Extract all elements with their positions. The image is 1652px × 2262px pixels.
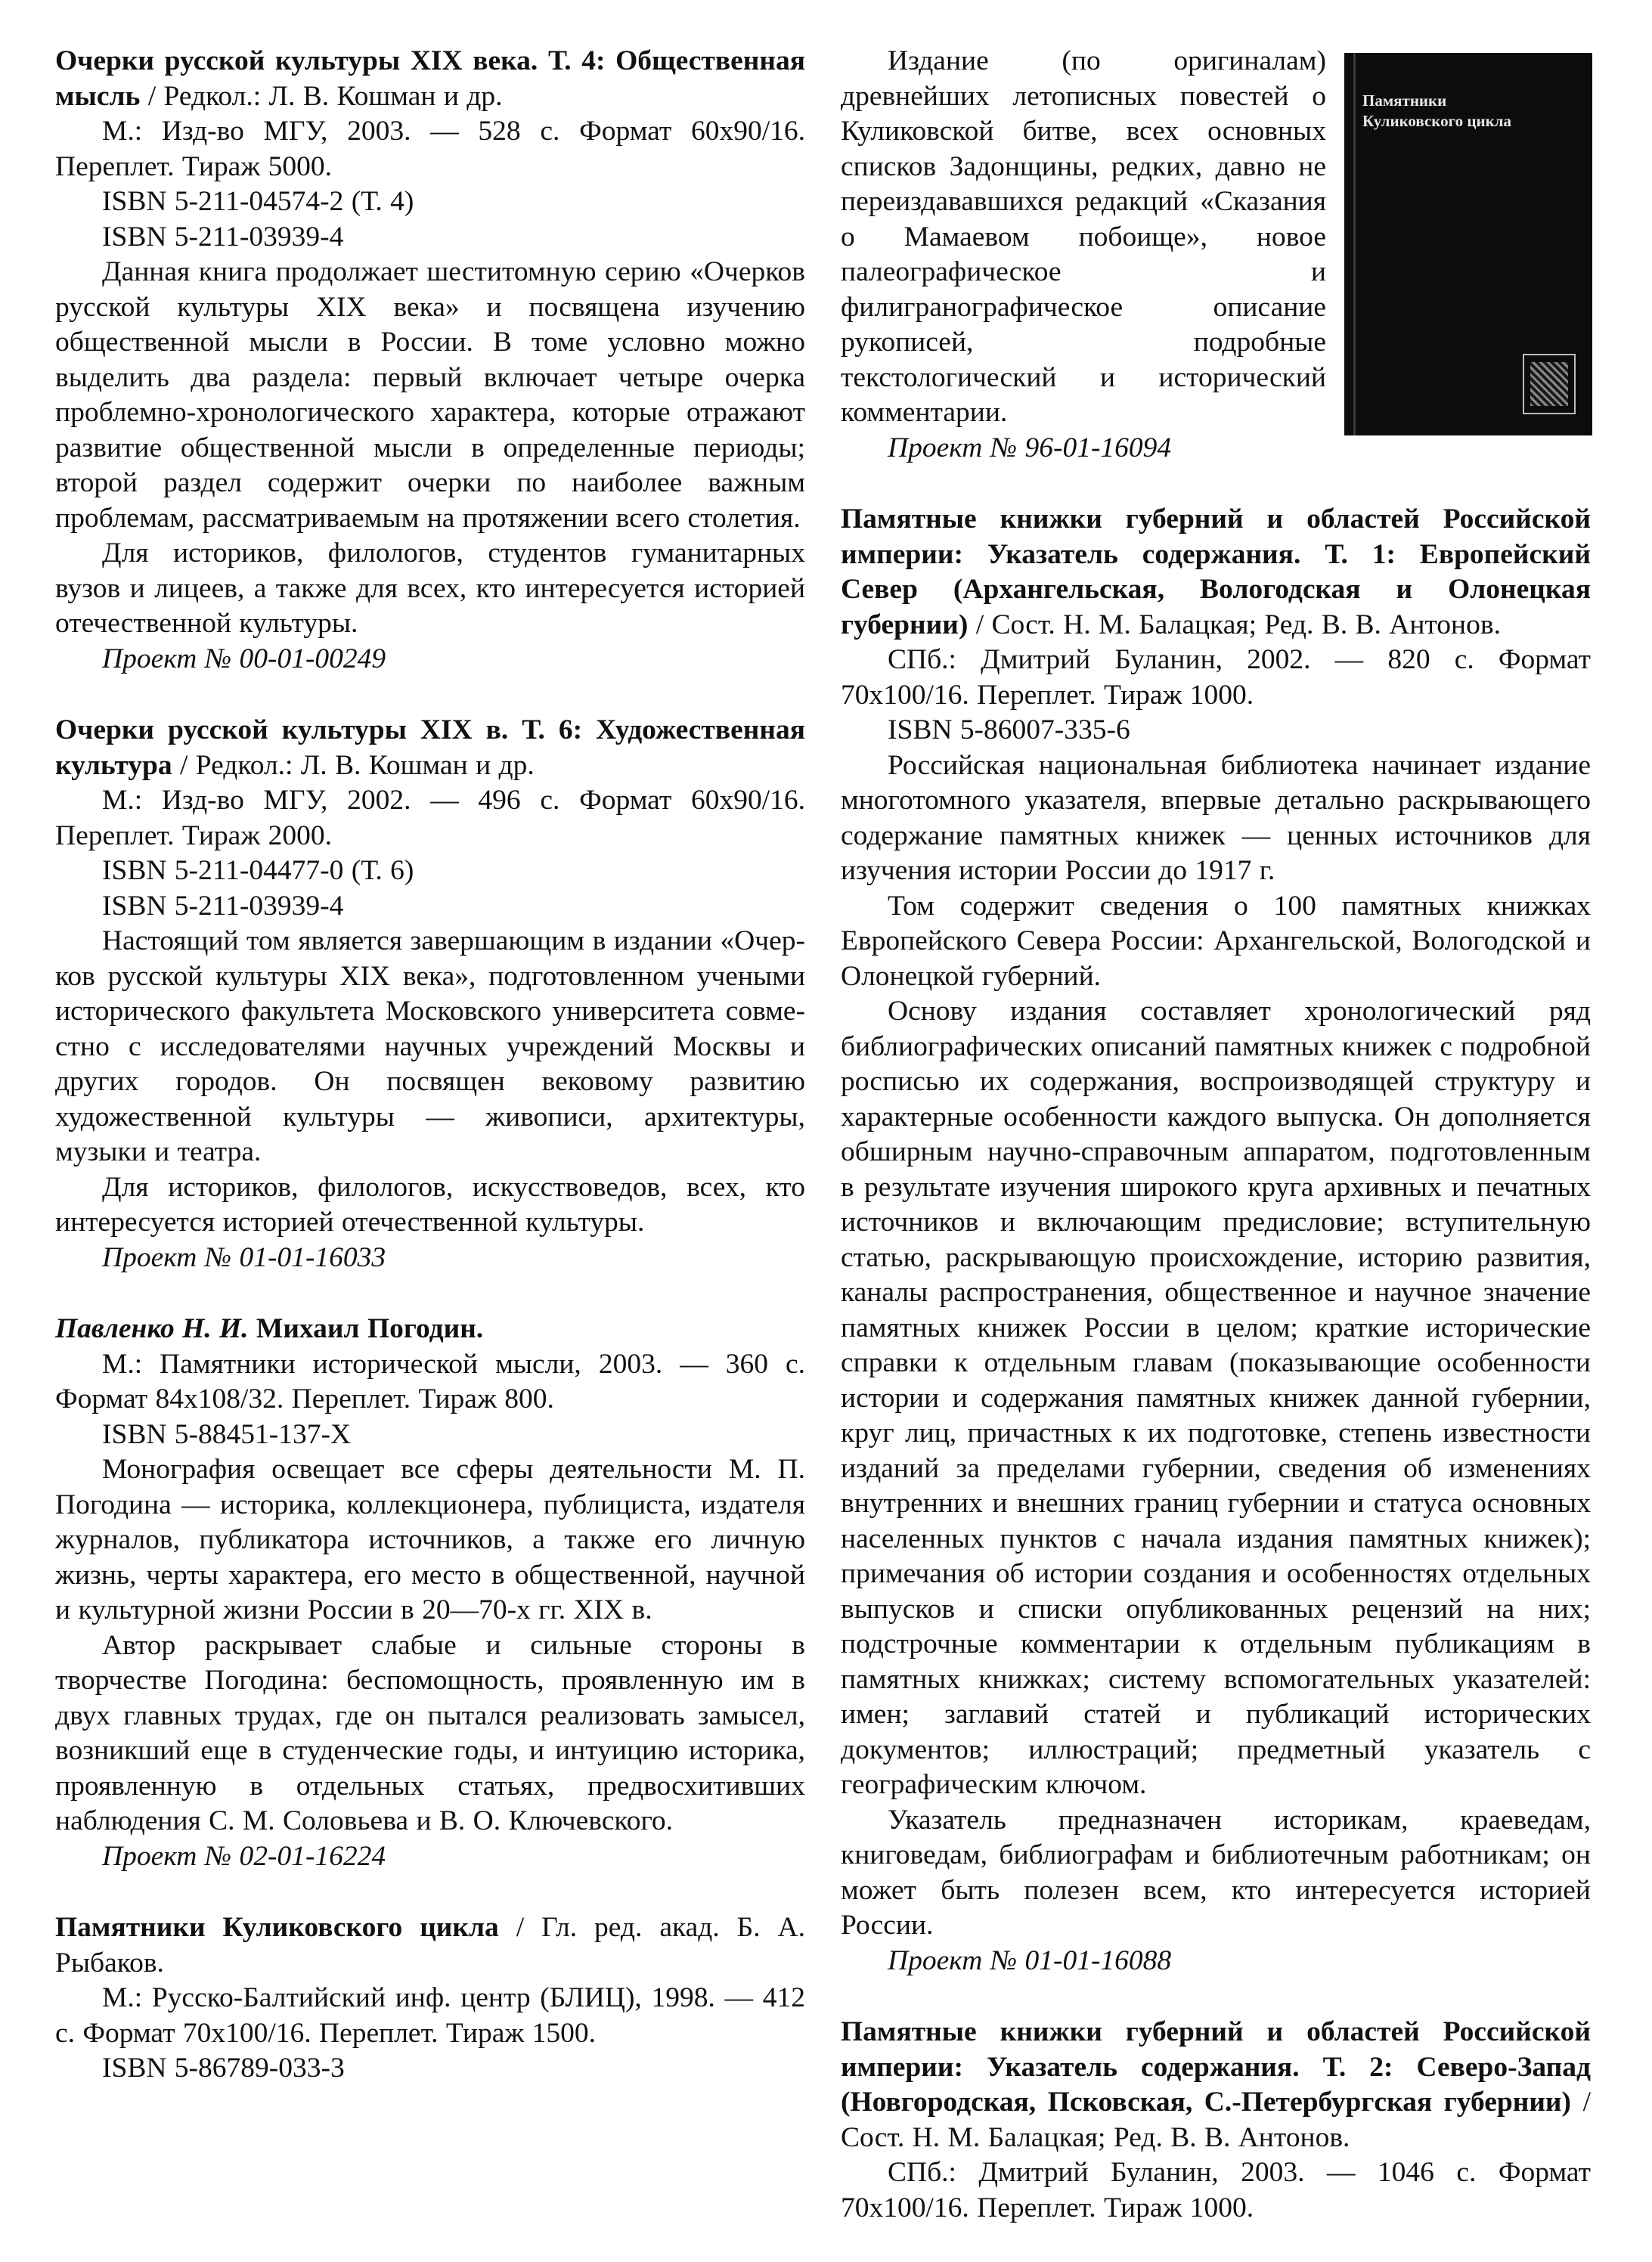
book-entry [55, 713, 805, 1275]
book-heading [841, 2015, 1591, 2155]
book-editors: / Сост. Н. М. Балацкая; Ред. В. В. Антонов. [968, 609, 1501, 640]
book-description: Основу издания составляет хронологический ряд библиографических описаний памятных книжек с подробной росписью их содержания, воспроизводящей структуру и характерные особенности каждого выпуска. Он дополняется обширным научно-справочным аппаратом, подготовленным в результате изучения широкого круга архивных и печатных источников и включающим предисловие; вступительную статью, раскрывающую происхождение, историю развития, каналы распространения, общественное и научное значение памятных книжек России в целом; краткие исторические справки к отдельным главам (показывающие особенности истории и содержания памятных книжек данной губернии, круг лиц, причастных к их подготовке, степень известности изданий за пределами губернии, сведения об изменениях внутренних и внешних границ губернии и статуса основных населенных пунктов с начала издания памятных книжек); примечания об истории создания и особенностях отдельных выпусков и списки опубликованных рецензий на них; подстрочные комментарии к отдельным публикациям в памятных книжках; систему вспомогательных указателей: имен; заглавий статей и публикаций исторических документов; иллюстраций; предметный указатель с географическим ключом. [841, 996, 1591, 1800]
book-title: Памятники Куликовского цикла [55, 1912, 499, 1943]
book-title: Очерки русской культуры XIX века. Т. 4: Общественная мысль [55, 45, 805, 112]
book-editors: / Сост. Н. М. Балацкая; Ред. В. В. Антонов. [841, 2087, 1591, 2153]
book-imprint: М.: Русско-Балтийский инф. центр (БЛИЦ), 1998. — 412 с. Формат 70x100/16. Переплет. Тираж 1500. [55, 1982, 805, 2049]
project-number: Проект № 02-01-16224 [102, 1840, 386, 1872]
book-title: Михаил Погодин. [248, 1313, 484, 1344]
book-description: Для историков, филологов, искусствоведов, всех, кто интересуется историей отечественной культуры. [55, 1171, 805, 1238]
book-title: Памятные книжки губерний и областей Российской империи: Указатель содержания. Т. 2: Северо-Запад (Новгородская, Псковская, С.-Петербургская губернии) [841, 2016, 1591, 2118]
cover-title: Памятники Куликовского цикла [1362, 91, 1511, 130]
book-entry [55, 1312, 805, 1874]
book-editors: / Гл. ред. акад. Б. А. Рыбаков. [55, 1912, 805, 1978]
book-description: Том содержит сведения о 100 памятных книжках Европейского Севера России: Архангельской, Вологодской и Олонецкой губерний. [841, 890, 1591, 992]
book-entry [841, 2015, 1591, 2226]
book-editors: / Редкол.: Л. В. Кошман и др. [140, 80, 503, 112]
book-entry [55, 1910, 805, 2087]
project-number: Проект № 01-01-16033 [102, 1241, 386, 1273]
book-isbn: ISBN 5-211-03939-4 [102, 221, 344, 253]
book-cover-image [1344, 53, 1592, 435]
book-entry [55, 44, 805, 677]
book-description: Российская национальная библиотека начинает издание многотомного указателя, впервые детально раскрывающего содержание памятных книжек — ценных источников для изучения истории России до 1917 г. [841, 749, 1591, 886]
book-imprint: СПб.: Дмитрий Буланин, 2003. — 1046 с. Формат 70x100/16. Переплет. Тираж 1000. [841, 2157, 1591, 2223]
project-number: Проект № 01-01-16088 [888, 1944, 1172, 1976]
book-isbn: ISBN 5-211-04477-0 (Т. 6) [102, 855, 414, 886]
book-imprint: М.: Изд-во МГУ, 2002. — 496 с. Формат 60x90/16. Переплет. Тираж 2000. [55, 785, 805, 851]
book-entry [841, 502, 1591, 1978]
left-column [55, 44, 805, 2123]
book-description: Указатель предназначен историкам, краеведам, книговедам, библиографам и библиотечным работникам; он может быть полезен всем, кто интересуется историей России. [841, 1804, 1591, 1941]
book-editors: / Редкол.: Л. В. Кошман и др. [172, 749, 535, 781]
book-imprint: СПб.: Дмитрий Буланин, 2002. — 820 с. Формат 70x100/16. Переплет. Тираж 1000. [841, 644, 1591, 711]
book-isbn: ISBN 5-211-03939-4 [102, 890, 344, 922]
book-isbn: ISBN 5-211-04574-2 (Т. 4) [102, 186, 414, 217]
book-description: Монография освещает все сферы деятельности М. П. Погодина — историка, коллекционера, публициста, издателя журналов, публикатора источников, а также его личную жизнь, черты характера, его место в общественной, научной и культурной жизни России в 20—70-х гг. XIX в. [55, 1454, 805, 1625]
cover-emblem-pattern [1530, 362, 1568, 406]
book-description: Автор раскрывает слабые и сильные стороны в творчестве Погодина: беспомощность, проявленную им в двух главных трудах, где он пытался реализовать замысел, возникший еще в студенческие годы, и интуицию историка, проявленную в отдельных статьях, предвосхитивших наблюдения С. М. Соловьева и В. О. Ключевского. [55, 1629, 805, 1836]
book-heading [841, 502, 1591, 643]
book-isbn: ISBN 5-88451-137-X [102, 1418, 352, 1450]
book-isbn: ISBN 5-86007-335-6 [888, 714, 1130, 745]
project-number: Проект № 00-01-00249 [102, 643, 386, 674]
book-heading [55, 44, 805, 114]
book-isbn: ISBN 5-86789-033-3 [102, 2053, 345, 2084]
book-title: Очерки русской культуры XIX в. Т. 6: Художественная культура [55, 714, 805, 781]
cover-spine-stripe [1353, 53, 1356, 435]
project-number: Проект № 96-01-16094 [888, 432, 1172, 463]
book-heading [55, 1910, 805, 1981]
book-description: Для историков, филологов, студентов гуманитарных вузов и лицеев, а также для всех, кто интересуется историей отечественной культуры. [55, 538, 805, 639]
book-title: Памятные книжки губерний и областей Российской империи: Указатель содержания. Т. 1: Европейский Север (Архангельская, Вологодская и Олонецкая губернии) [841, 504, 1591, 640]
book-imprint: М.: Изд-во МГУ, 2003. — 528 с. Формат 60x90/16. Переплет. Тираж 5000. [55, 116, 805, 182]
book-imprint: М.: Памятники исторической мысли, 2003. — 360 с. Формат 84x108/32. Переплет. Тираж 800. [55, 1348, 805, 1415]
book-description: Данная книга продолжает шеститомную серию «Очерков русской культуры XIX века» и посвящена изучению общественной мысли в России. В томе условно можно выделить два раздела: первый включает четыре очерка проблемно-хронологического характера, которые отражают развитие общественной мысли в определенные периоды; второй раздел содержит очерки по наиболее важным проблемам, рассматриваемым на протяжении всего столетия. [55, 256, 805, 534]
book-heading [55, 713, 805, 783]
book-description: Издание (по оригиналам) древнейших летописных повестей о Куликовской битве, всех основных списков Задонщины, редких, давно не переиздававшихся редакций «Сказания о Мамаевом побоище», новое палеографическое и филигранографическое описание рукописей, подробные текстологический и исторический комментарии. [841, 45, 1326, 428]
book-heading [55, 1312, 805, 1347]
continued-description-block [841, 44, 1326, 466]
book-author: Павленко Н. И. [55, 1313, 249, 1344]
cover-emblem-icon [1523, 354, 1576, 414]
book-description: Настоящий том является завершающим в издании «Очер-ков русской культуры XIX века», подготовленном учеными исторического факультета Московского университета совме-стно с исследователями научных учреждений Москвы и других городов. Он посвящен вековому развитию художественной культуры — живописи, архитектуры, музыки и театра. [55, 925, 805, 1167]
